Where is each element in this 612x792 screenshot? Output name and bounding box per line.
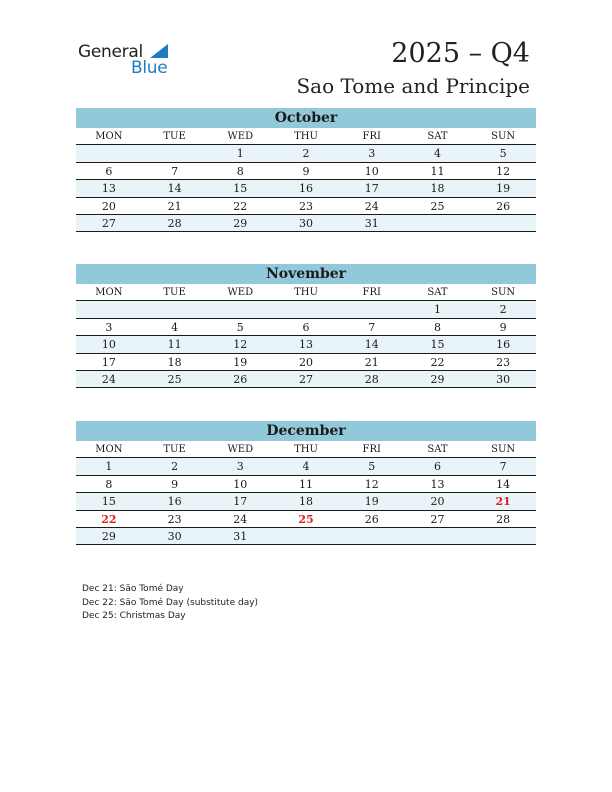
week-row xyxy=(76,511,536,528)
day-cell: 7 xyxy=(171,164,179,178)
day-cell: 2 xyxy=(499,303,507,317)
day-cell: 30 xyxy=(299,216,314,230)
holiday-note: Dec 22: São Tomé Day (substitute day) xyxy=(82,597,259,608)
day-cell: 4 xyxy=(433,147,441,161)
month-name: November xyxy=(76,264,536,284)
day-cell xyxy=(273,528,339,544)
weekday-header-row xyxy=(76,128,536,145)
day-cell: 18 xyxy=(167,355,182,369)
day-cell: 20 xyxy=(101,199,116,213)
day-cell: 15 xyxy=(101,495,116,509)
week-row xyxy=(76,180,536,197)
day-cell: 24 xyxy=(101,372,116,386)
weekday-label: MON xyxy=(95,444,123,455)
day-cell xyxy=(76,301,142,317)
day-cell: 23 xyxy=(496,355,511,369)
weekday-label: MON xyxy=(95,287,123,298)
day-cell: 14 xyxy=(496,477,511,491)
day-cell: 19 xyxy=(364,495,379,509)
weekday-label: SAT xyxy=(427,287,448,298)
week-row xyxy=(76,319,536,336)
day-cell: 31 xyxy=(364,216,379,230)
day-cell: 5 xyxy=(236,320,244,334)
day-cell: 27 xyxy=(101,216,116,230)
logo-text-blue: Blue xyxy=(131,58,168,78)
day-cell: 15 xyxy=(430,338,445,352)
brand-logo xyxy=(78,40,188,80)
page-subtitle: Sao Tome and Principe xyxy=(296,74,530,98)
day-cell: 7 xyxy=(368,320,376,334)
day-cell: 1 xyxy=(236,147,244,161)
weekday-label: MON xyxy=(95,131,123,142)
weekday-label: SUN xyxy=(491,131,516,142)
day-cell xyxy=(339,301,405,317)
day-cell xyxy=(142,301,208,317)
holiday-note: Dec 25: Christmas Day xyxy=(82,611,186,621)
month-november xyxy=(76,264,536,388)
holiday-notes xyxy=(82,583,258,624)
day-cell: 10 xyxy=(364,164,379,178)
day-cell: 11 xyxy=(299,477,314,491)
day-cell: 10 xyxy=(233,477,248,491)
day-cell: 18 xyxy=(299,495,314,509)
day-cell: 2 xyxy=(171,460,179,474)
week-row xyxy=(76,493,536,510)
page-title: 2025 – Q4 xyxy=(391,38,530,69)
day-cell: 15 xyxy=(233,182,248,196)
day-cell: 5 xyxy=(368,460,376,474)
day-cell: 9 xyxy=(171,477,179,491)
week-row xyxy=(76,336,536,353)
day-cell xyxy=(470,528,536,544)
weekday-label: TUE xyxy=(163,287,186,298)
weekday-label: THU xyxy=(294,444,318,455)
day-cell: 14 xyxy=(364,338,379,352)
holiday-day-cell: 25 xyxy=(298,512,314,526)
day-cell: 4 xyxy=(171,320,179,334)
week-row xyxy=(76,301,536,318)
day-cell: 22 xyxy=(430,355,445,369)
day-cell xyxy=(470,215,536,231)
weekday-label: FRI xyxy=(362,444,381,455)
day-cell: 2 xyxy=(302,147,310,161)
day-cell: 23 xyxy=(167,512,182,526)
weekday-label: SAT xyxy=(427,131,448,142)
weekday-label: TUE xyxy=(163,131,186,142)
day-cell: 17 xyxy=(364,182,379,196)
day-cell: 8 xyxy=(236,164,244,178)
holiday-note: Dec 21: São Tomé Day xyxy=(82,584,184,594)
day-cell: 21 xyxy=(364,355,379,369)
day-cell: 19 xyxy=(233,355,248,369)
day-cell: 8 xyxy=(105,477,113,491)
day-cell: 29 xyxy=(101,529,116,543)
day-cell xyxy=(339,528,405,544)
day-cell xyxy=(142,145,208,161)
weekday-label: THU xyxy=(294,131,318,142)
day-cell: 16 xyxy=(299,182,314,196)
day-cell: 26 xyxy=(233,372,248,386)
day-cell xyxy=(405,528,471,544)
day-cell: 20 xyxy=(299,355,314,369)
day-cell: 7 xyxy=(499,460,507,474)
month-name: October xyxy=(76,108,536,128)
day-cell: 1 xyxy=(105,460,113,474)
day-cell: 16 xyxy=(167,495,182,509)
day-cell: 10 xyxy=(101,338,116,352)
day-cell: 13 xyxy=(299,338,314,352)
day-cell: 25 xyxy=(430,199,445,213)
day-cell: 27 xyxy=(430,512,445,526)
day-cell: 23 xyxy=(299,199,314,213)
logo-text-general: General xyxy=(78,42,143,62)
day-cell: 21 xyxy=(167,199,182,213)
day-cell: 6 xyxy=(302,320,310,334)
weekday-label: FRI xyxy=(362,131,381,142)
day-cell: 11 xyxy=(430,164,445,178)
day-cell: 24 xyxy=(364,199,379,213)
weekday-label: SUN xyxy=(491,444,516,455)
day-cell xyxy=(76,145,142,161)
week-row xyxy=(76,145,536,162)
weekday-label: FRI xyxy=(362,287,381,298)
month-october xyxy=(76,108,536,232)
day-cell: 19 xyxy=(496,182,511,196)
day-cell: 27 xyxy=(299,372,314,386)
day-cell: 17 xyxy=(233,495,248,509)
weekday-label: WED xyxy=(227,287,254,298)
logo-triangle-icon xyxy=(150,44,168,58)
day-cell: 3 xyxy=(236,460,244,474)
weekday-label: THU xyxy=(294,287,318,298)
day-cell: 28 xyxy=(167,216,182,230)
day-cell: 6 xyxy=(433,460,441,474)
day-cell: 1 xyxy=(433,303,441,317)
day-cell: 30 xyxy=(496,372,511,386)
weekday-label: SAT xyxy=(427,444,448,455)
day-cell: 31 xyxy=(233,529,248,543)
day-cell: 3 xyxy=(105,320,113,334)
day-cell: 3 xyxy=(368,147,376,161)
week-row xyxy=(76,215,536,232)
day-cell: 12 xyxy=(496,164,511,178)
weekday-label: WED xyxy=(227,131,254,142)
weekday-label: SUN xyxy=(491,287,516,298)
day-cell: 28 xyxy=(364,372,379,386)
day-cell: 20 xyxy=(430,495,445,509)
day-cell: 26 xyxy=(364,512,379,526)
day-cell: 30 xyxy=(167,529,182,543)
weekday-header-row xyxy=(76,284,536,301)
day-cell: 29 xyxy=(233,216,248,230)
week-row xyxy=(76,163,536,180)
day-cell: 17 xyxy=(101,355,116,369)
day-cell xyxy=(405,215,471,231)
day-cell: 16 xyxy=(496,338,511,352)
week-row xyxy=(76,354,536,371)
week-row xyxy=(76,371,536,388)
day-cell: 28 xyxy=(496,512,511,526)
week-row xyxy=(76,458,536,475)
day-cell: 11 xyxy=(167,338,182,352)
day-cell: 6 xyxy=(105,164,113,178)
day-cell: 4 xyxy=(302,460,310,474)
day-cell xyxy=(207,301,273,317)
week-row xyxy=(76,198,536,215)
day-cell: 9 xyxy=(302,164,310,178)
day-cell: 13 xyxy=(101,182,116,196)
day-cell: 13 xyxy=(430,477,445,491)
day-cell: 9 xyxy=(499,320,507,334)
week-row xyxy=(76,476,536,493)
day-cell: 18 xyxy=(430,182,445,196)
day-cell: 22 xyxy=(233,199,248,213)
day-cell xyxy=(273,301,339,317)
day-cell: 24 xyxy=(233,512,248,526)
week-row xyxy=(76,528,536,545)
day-cell: 25 xyxy=(167,372,182,386)
weekday-label: WED xyxy=(227,444,254,455)
day-cell: 8 xyxy=(433,320,441,334)
holiday-day-cell: 21 xyxy=(495,495,511,509)
weekday-header-row xyxy=(76,441,536,458)
day-cell: 26 xyxy=(496,199,511,213)
month-december xyxy=(76,421,536,545)
day-cell: 29 xyxy=(430,372,445,386)
holiday-day-cell: 22 xyxy=(101,512,117,526)
month-name: December xyxy=(76,421,536,441)
day-cell: 12 xyxy=(364,477,379,491)
weekday-label: TUE xyxy=(163,444,186,455)
day-cell: 12 xyxy=(233,338,248,352)
day-cell: 14 xyxy=(167,182,182,196)
day-cell: 5 xyxy=(499,147,507,161)
